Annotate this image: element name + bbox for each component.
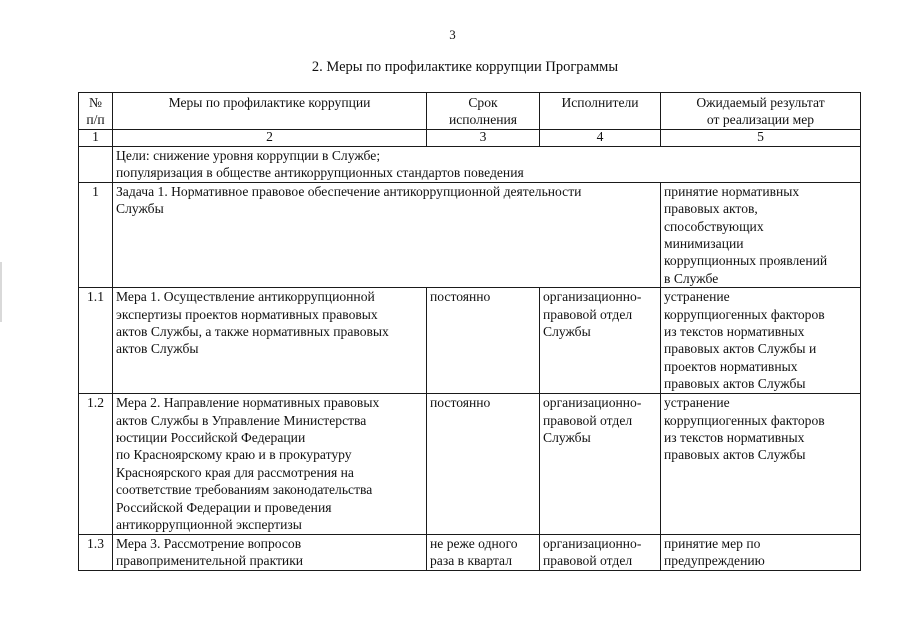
row-number: 1.3 <box>79 534 113 570</box>
goals-line: Цели: снижение уровня коррупции в Службе; <box>116 147 381 163</box>
term-cell: постоянно <box>427 288 540 394</box>
table-row <box>79 288 861 394</box>
task-cell <box>113 182 661 287</box>
section-title: 2. Меры по профилактике коррупции Программы <box>311 59 619 75</box>
task-line: Задача 1. Нормативное правовое обеспечение антикоррупционной деятельности <box>116 183 582 199</box>
row-number: 1.2 <box>79 394 113 534</box>
term-cell: не реже одного раза в квартал <box>427 534 540 570</box>
row-number: 1.1 <box>79 288 113 394</box>
task-number: 1 <box>79 182 113 287</box>
header-measures: Меры по профилактике коррупции <box>113 93 427 130</box>
measures-table <box>78 92 861 571</box>
page-number: 3 <box>449 27 456 42</box>
result-cell: принятие мер по предупреждению <box>661 534 861 570</box>
result-cell: устранение коррупциогенных факторов из текстов нормативных правовых актов Службы <box>661 394 861 534</box>
header-number: № п/п <box>79 93 113 130</box>
executor-cell: организационно- правовой отдел <box>540 534 661 570</box>
header-term: Срок исполнения <box>427 93 540 130</box>
task-row <box>79 182 861 287</box>
table-row <box>79 394 861 534</box>
column-number-cell: 2 <box>113 129 427 146</box>
column-number-cell: 4 <box>540 129 661 146</box>
column-number-cell: 5 <box>661 129 861 146</box>
term-cell: постоянно <box>427 394 540 534</box>
executor-cell: организационно- правовой отдел Службы <box>540 394 661 534</box>
goals-cell <box>113 146 861 182</box>
header-executors: Исполнители <box>540 93 661 130</box>
scan-edge-mark <box>0 262 2 322</box>
goals-row <box>79 146 861 182</box>
result-cell: устранение коррупциогенных факторов из текстов нормативных правовых актов Службы и проектов нормативных правовых актов Службы <box>661 288 861 394</box>
table-row <box>79 534 861 570</box>
column-number-cell: 1 <box>79 129 113 146</box>
goals-line: популяризация в обществе антикоррупционных стандартов поведения <box>116 165 524 181</box>
header-expected-result: Ожидаемый результат от реализации мер <box>661 93 861 130</box>
task-line: Службы <box>116 201 164 217</box>
goals-number-cell <box>79 146 113 182</box>
column-number-row <box>79 129 861 146</box>
measure-cell: Мера 1. Осуществление антикоррупционной экспертизы проектов нормативных правовых актов Службы, а также нормативных правовых актов Службы <box>113 288 427 394</box>
column-number-cell: 3 <box>427 129 540 146</box>
executor-cell: организационно- правовой отдел Службы <box>540 288 661 394</box>
table-header-row <box>79 93 861 130</box>
task-result-cell: принятие нормативных правовых актов, способствующих минимизации коррупционных проявлений в Службе <box>661 182 861 287</box>
measure-cell: Мера 3. Рассмотрение вопросов правоприменительной практики <box>113 534 427 570</box>
measure-cell: Мера 2. Направление нормативных правовых актов Службы в Управление Министерства юстиции Российской Федерации по Красноярскому краю и в прокуратуру Красноярского края для рассмотрения на соответствие требованиям законодательства Российской Федерации и проведения антикоррупционной экспертизы <box>113 394 427 534</box>
